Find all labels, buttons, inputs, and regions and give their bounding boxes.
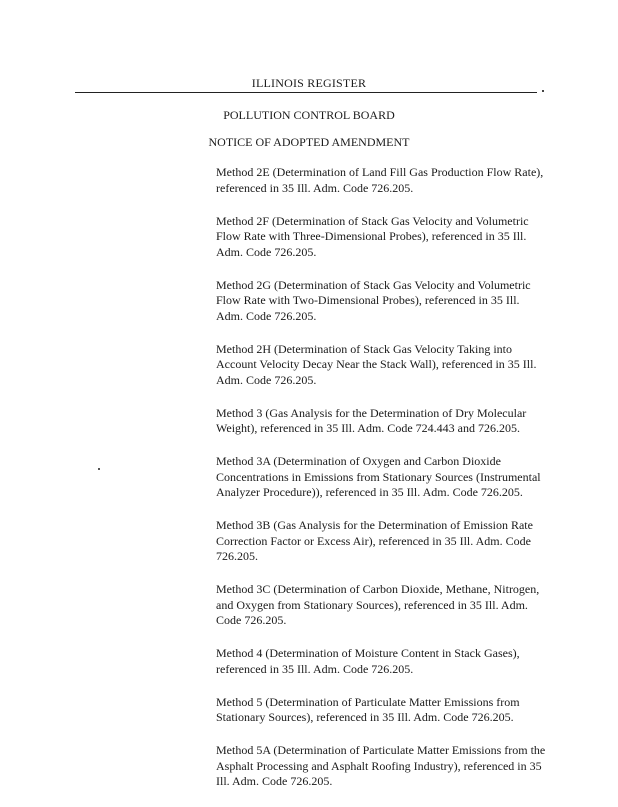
method-item: Method 5A (Determination of Particulate Matter Emissions from the Asphalt Processing and Asphalt Roofing Industry), referenced in 35 Ill. Adm. Code 726.205. [216, 743, 546, 788]
margin-mark [98, 468, 100, 470]
header-rule [75, 92, 537, 93]
method-item: Method 3B (Gas Analysis for the Determination of Emission Rate Correction Factor or Excess Air), referenced in 35 Ill. Adm. Code 726.205. [216, 518, 533, 563]
method-list [216, 165, 546, 807]
method-item: Method 5 (Determination of Particulate Matter Emissions from Stationary Sources), referenced in 35 Ill. Adm. Code 726.205. [216, 694, 520, 724]
method-item: Method 4 (Determination of Moisture Content in Stack Gases), referenced in 35 Ill. Adm. Code 726.205. [216, 646, 520, 676]
method-item: Method 2F (Determination of Stack Gas Velocity and Volumetric Flow Rate with Three-Dimensional Probes), referenced in 35 Ill. Adm. Code 726.205. [216, 213, 529, 259]
notice-heading: NOTICE OF ADOPTED AMENDMENT [208, 135, 410, 149]
register-title: ILLINOIS REGISTER [251, 76, 367, 90]
method-item: Method 2H (Determination of Stack Gas Velocity Taking into Account Velocity Decay Near the Stack Wall), referenced in 35 Ill. Adm. Code 726.205. [216, 341, 537, 387]
method-item: Method 3 (Gas Analysis for the Determination of Dry Molecular Weight), referenced in 35 Ill. Adm. Code 724.443 and 726.205. [216, 405, 527, 435]
method-item: Method 3C (Determination of Carbon Dioxide, Methane, Nitrogen, and Oxygen from Stationary Sources), referenced in 35 Ill. Adm. Code 726.205. [216, 582, 540, 627]
header-mark [542, 90, 544, 92]
agency-name: POLLUTION CONTROL BOARD [223, 108, 395, 122]
method-item: Method 2G (Determination of Stack Gas Velocity and Volumetric Flow Rate with Two-Dimensional Probes), referenced in 35 Ill. Adm. Code 726.205. [216, 277, 531, 323]
method-item: Method 3A (Determination of Oxygen and Carbon Dioxide Concentrations in Emissions from Stationary Sources (Instrumental Analyzer Procedure)), referenced in 35 Ill. Adm. Code 726.205. [216, 454, 541, 499]
method-item: Method 2E (Determination of Land Fill Gas Production Flow Rate), referenced in 35 Ill. Adm. Code 726.205. [216, 165, 544, 195]
